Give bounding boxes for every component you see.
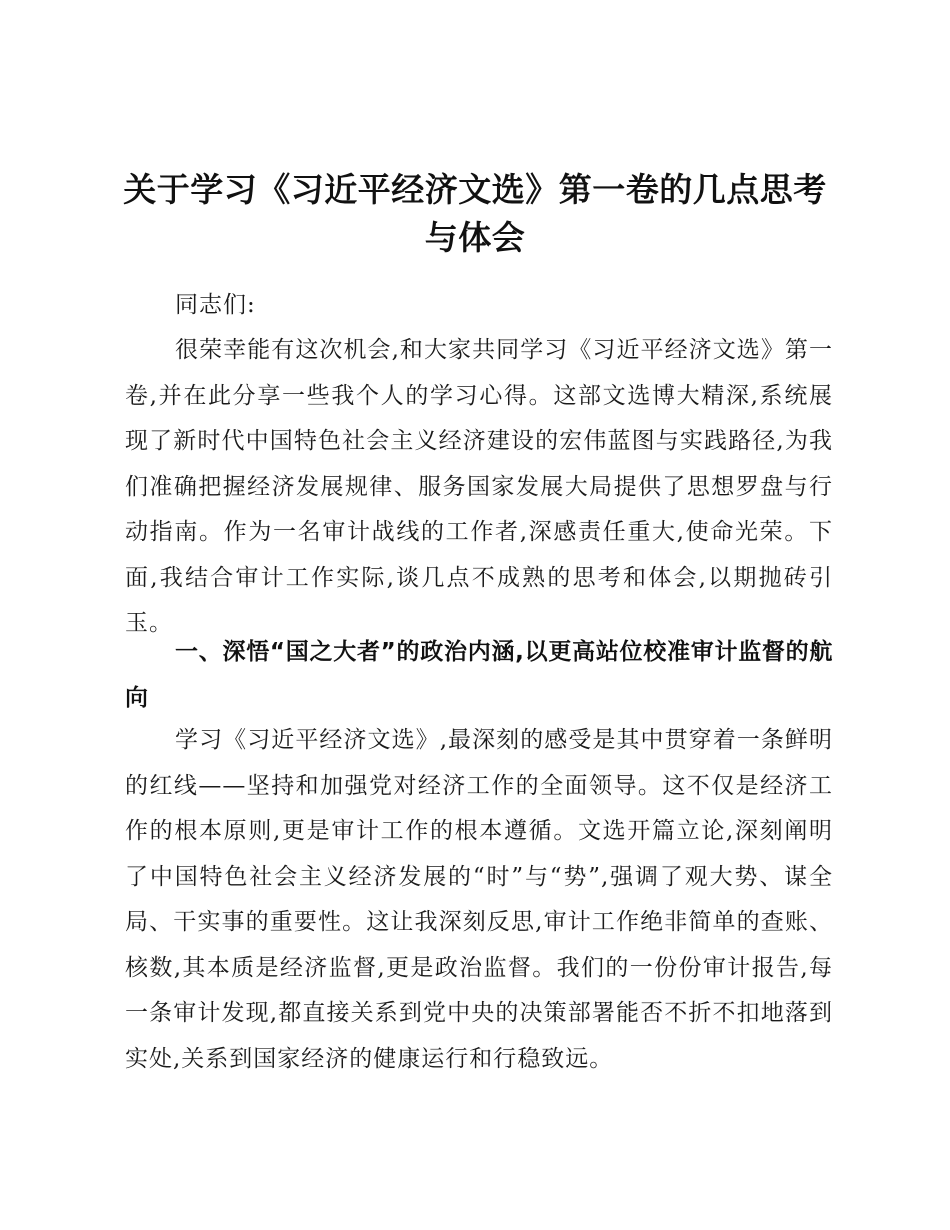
intro-paragraph: 很荣幸能有这次机会,和大家共同学习《习近平经济文选》第一卷,并在此分享一些我个人的学习心得。这部文选博大精深,系统展现了新时代中国特色社会主义经济建设的宏伟蓝图与实践路径,为我们准确把握经济发展规律、服务国家发展大局提供了思想罗盘与行动指南。作为一名审计战线的工作者,深感责任重大,使命光荣。下面,我结合审计工作实际,谈几点不成熟的思考和体会,以期抛砖引玉。 (125, 337, 833, 636)
section-1-paragraph: 学习《习近平经济文选》,最深刻的感受是其中贯穿着一条鲜明的红线——坚持和加强党对经济工作的全面领导。这不仅是经济工作的根本原则,更是审计工作的根本遵循。文选开篇立论,深刻阐明了中国特色社会主义经济发展的“时”与“势”,强调了观大势、谋全局、干实事的重要性。这让我深刻反思,审计工作绝非简单的查账、核数,其本质是经济监督,更是政治监督。我们的一份份审计报告,每一条审计发现,都直接关系到党中央的决策部署能否不折不扣地落到实处,关系到国家经济的健康运行和行稳致远。 (125, 727, 833, 1072)
section-heading-1: 一、深悟“国之大者”的政治内涵,以更高站位校准审计监督的航向 (125, 639, 833, 711)
salutation: 同志们: (175, 292, 256, 318)
document-title: 关于学习《习近平经济文选》第一卷的几点思考与体会 (123, 170, 827, 257)
